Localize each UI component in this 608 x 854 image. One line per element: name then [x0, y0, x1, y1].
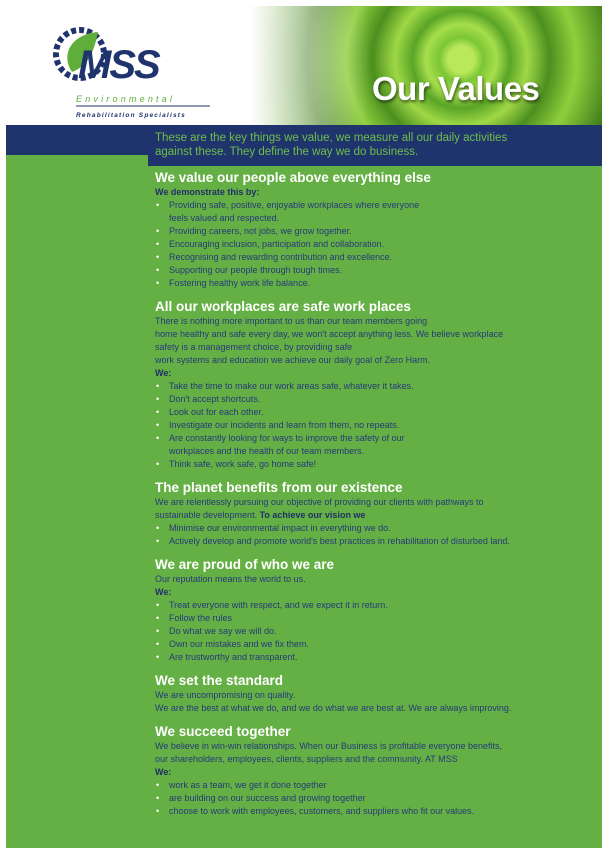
section-heading: We succeed together [155, 724, 291, 739]
text-segment: We are uncompromising on quality. [155, 690, 296, 700]
list-item [155, 393, 595, 406]
list-item [155, 599, 595, 612]
list-item-line: Are trustworthy and transparent. [169, 652, 298, 662]
list-item [155, 522, 595, 535]
section-label: We demonstrate this by: [155, 187, 260, 197]
list-item [155, 792, 595, 805]
bullet-icon: • [156, 407, 160, 417]
list-item [155, 225, 595, 238]
list-item-line: Recognising and rewarding contribution and excellence. [169, 252, 393, 262]
paragraph-line [155, 354, 595, 367]
page-title: Our Values [372, 70, 540, 107]
bullet-icon: • [156, 394, 160, 404]
section-label: We: [155, 587, 172, 597]
list-item [155, 277, 595, 290]
list-item [155, 625, 595, 638]
bullet-icon: • [156, 239, 160, 249]
list-item-line: Providing safe, positive, enjoyable workplaces where everyone [169, 200, 420, 210]
paragraph-line [155, 753, 595, 766]
paragraph-line [155, 509, 595, 522]
list-item-line: Investigate our incidents and learn from them, no repeats. [169, 420, 400, 430]
list-item-line: Treat everyone with respect, and we expect it in return. [169, 600, 388, 610]
paragraph-line [155, 315, 595, 328]
paragraph-line [155, 740, 595, 753]
list-item [155, 638, 595, 651]
value-section [155, 170, 595, 290]
list-item-line: choose to work with employees, customers, and suppliers who fit our values. [169, 806, 475, 816]
text-segment: There is nothing more important to us than our team members going [155, 316, 428, 326]
list-item-line: Think safe, work safe, go home safe! [169, 459, 317, 469]
values-content [155, 170, 595, 827]
text-segment: We believe in win-win relationships. When our Business is profitable everyone benefits, [155, 741, 503, 751]
list-item [155, 199, 595, 225]
text-segment: We are relentlessly pursuing our objective of providing our clients with pathways to [155, 497, 484, 507]
list-item-line: Supporting our people through tough times. [169, 265, 343, 275]
bullet-icon: • [156, 265, 160, 275]
logo-tagline: Rehabilitation Specialists [76, 112, 186, 119]
bullet-icon: • [156, 613, 160, 623]
bullet-icon: • [156, 381, 160, 391]
section-heading: The planet benefits from our existence [155, 480, 403, 495]
intro-line: These are the key things we value, we measure all our daily activities [155, 132, 508, 144]
bullet-icon: • [156, 626, 160, 636]
list-item [155, 264, 595, 277]
list-item-line: Minimise our environmental impact in everything we do. [169, 523, 391, 533]
list-item-line: Encouraging inclusion, participation and collaboration. [169, 239, 385, 249]
section-label: We: [155, 368, 172, 378]
text-segment: We are the best at what we do, and we do what we are best at. We are always improving. [155, 703, 512, 713]
bullet-icon: • [156, 200, 160, 210]
list-item [155, 380, 595, 393]
paragraph-line [155, 328, 595, 341]
list-item [155, 651, 595, 664]
logo-subtitle: Environmental [76, 94, 176, 104]
section-heading: All our workplaces are safe work places [155, 299, 411, 314]
value-section [155, 299, 595, 471]
value-section [155, 557, 595, 664]
list-item [155, 251, 595, 264]
list-item [155, 805, 595, 818]
paragraph-line [155, 496, 595, 509]
list-item [155, 238, 595, 251]
text-segment: safety is a management choice, by providing safe [155, 342, 353, 352]
logo-wordmark: MSS [78, 43, 159, 87]
list-item-line: Providing careers, not jobs, we grow together. [169, 226, 352, 236]
intro-line: against these. They define the way we do business. [155, 146, 419, 158]
text-segment: sustainable development. [155, 510, 260, 520]
paragraph-line [155, 341, 595, 354]
text-segment: work systems and education we achieve our daily goal of Zero Harm. [155, 355, 431, 365]
section-heading: We set the standard [155, 673, 284, 688]
list-item-line: Are constantly looking for ways to improve the safety of our [169, 433, 405, 443]
list-item-line: Do what we say we will do. [169, 626, 277, 636]
bullet-icon: • [156, 806, 160, 816]
mss-logo [50, 24, 240, 122]
bullet-icon: • [156, 639, 160, 649]
list-item-line: feels valued and respected. [169, 213, 280, 223]
list-item [155, 779, 595, 792]
list-item-line: Own our mistakes and we fix them. [169, 639, 310, 649]
list-item-line: Fostering healthy work life balance. [169, 278, 311, 288]
bullet-icon: • [156, 459, 160, 469]
list-item [155, 432, 595, 458]
bullet-icon: • [156, 278, 160, 288]
list-item [155, 612, 595, 625]
paragraph-line [155, 689, 595, 702]
bullet-icon: • [156, 780, 160, 790]
list-item [155, 458, 595, 471]
bullet-icon: • [156, 420, 160, 430]
intro-text [155, 131, 595, 159]
list-item-line: Follow the rules [169, 613, 233, 623]
list-item-line: workplaces and the health of our team members. [169, 446, 365, 456]
bullet-icon: • [156, 652, 160, 662]
bullet-icon: • [156, 600, 160, 610]
bullet-icon: • [156, 536, 160, 546]
value-section [155, 724, 595, 818]
list-item [155, 406, 595, 419]
list-item-line: work as a team, we get it done together [169, 780, 327, 790]
list-item [155, 535, 595, 548]
bullet-icon: • [156, 793, 160, 803]
bullet-icon: • [156, 433, 160, 443]
bullet-icon: • [156, 252, 160, 262]
value-section [155, 480, 595, 548]
hero-fade [250, 6, 370, 125]
section-heading: We value our people above everything else [155, 170, 431, 185]
list-item-line: Don't accept shortcuts. [169, 394, 261, 404]
value-section [155, 673, 595, 715]
section-label: We: [155, 767, 172, 777]
list-item [155, 419, 595, 432]
list-item-line: Take the time to make our work areas safe, whatever it takes. [169, 381, 414, 391]
paragraph-line [155, 702, 595, 715]
text-segment: home healthy and safe every day, we won't accept anything less. We believe workplace [155, 329, 504, 339]
text-segment: our shareholders, employees, clients, suppliers and the community. AT MSS [155, 754, 458, 764]
text-segment: To achieve our vision we [259, 510, 366, 520]
section-heading: We are proud of who we are [155, 557, 335, 572]
paragraph-line [155, 573, 595, 586]
list-item-line: Actively develop and promote world's best practices in rehabilitation of disturbed land. [169, 536, 510, 546]
bullet-icon: • [156, 226, 160, 236]
list-item-line: Look out for each other. [169, 407, 264, 417]
text-segment: Our reputation means the world to us. [155, 574, 306, 584]
list-item-line: are building on our success and growing together [169, 793, 366, 803]
bullet-icon: • [156, 523, 160, 533]
